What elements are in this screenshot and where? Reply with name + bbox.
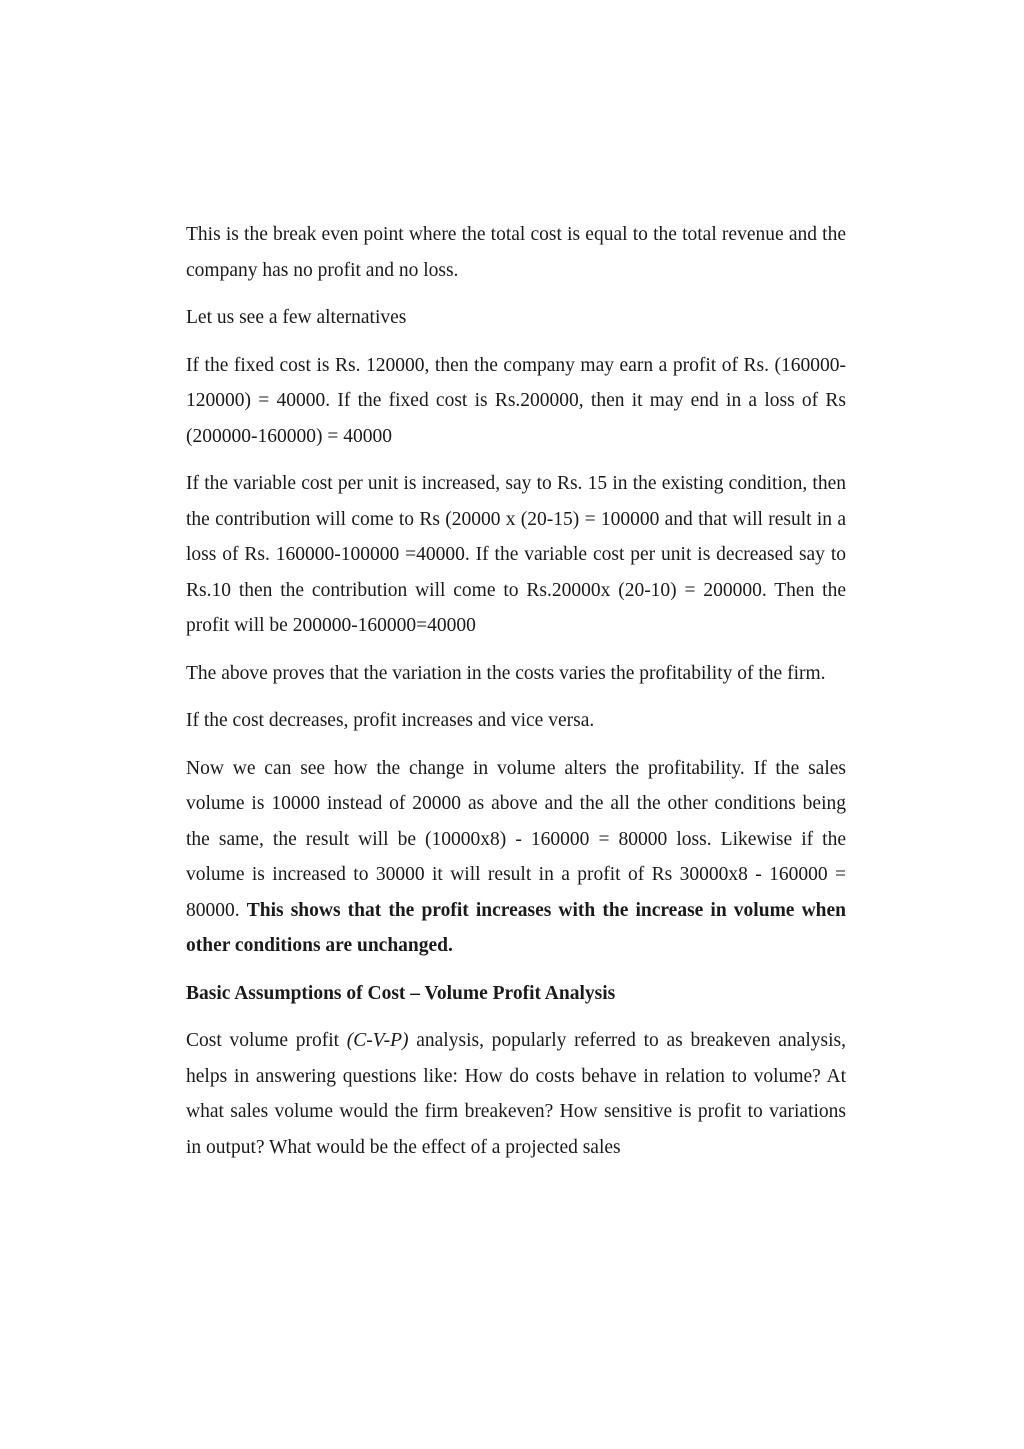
paragraph-break-even: This is the break even point where the total cost is equal to the total revenue and the company has no profit and no loss. — [186, 224, 846, 281]
paragraph-fixed-cost: If the fixed cost is Rs. 120000, then the company may earn a profit of Rs. (160000-120000) = 40000. If the fixed cost is Rs.200000, then it may end in a loss of Rs (200000-160000) = 40000 — [186, 354, 846, 447]
document-page — [186, 217, 846, 1177]
paragraph-cvp-analysis — [186, 1023, 846, 1165]
section-heading: Basic Assumptions of Cost – Volume Profit Analysis — [186, 982, 616, 1004]
paragraph-volume-change — [186, 751, 846, 964]
cvp-abbreviation: (C-V-P) — [346, 1030, 409, 1051]
volume-change-conclusion: This shows that the profit increases with the increase in volume when other conditions are unchanged. — [186, 899, 846, 956]
paragraph-variable-cost: If the variable cost per unit is increased, say to Rs. 15 in the existing condition, then the contribution will come to Rs (20000 x (20-15) = 100000 and that will result in a loss of Rs. 160000-100000 =40000. If the variable cost per unit is decreased say to Rs.10 then the contribution will come to Rs.20000x (20-10) = 200000. Then the profit will be 200000-160000=40000 — [186, 473, 846, 636]
paragraph-alternatives-intro: Let us see a few alternatives — [186, 307, 407, 328]
volume-change-text: Now we can see how the change in volume alters the profitability. If the sales volume is 10000 instead of 20000 as above and the all the other conditions being the same, the result will be (10000x8) - 160000 = 80000 loss. Likewise if the volume is increased to 30000 it will result in a profit of Rs 30000x8 - 160000 = 80000. — [186, 757, 846, 921]
paragraph-cost-variation: The above proves that the variation in the costs varies the profitability of the firm. — [186, 662, 826, 684]
cvp-text-start: Cost volume profit — [186, 1030, 347, 1051]
paragraph-cost-profit-relation: If the cost decreases, profit increases and vice versa. — [186, 710, 595, 731]
cvp-text-end: analysis, popularly referred to as breakeven analysis, helps in answering questions like: How do costs behave in relation to volume? At what sales volume would the firm breakeven? How sensitive is profit to variations in output? What would be the effect of a projected sales — [186, 1030, 846, 1158]
